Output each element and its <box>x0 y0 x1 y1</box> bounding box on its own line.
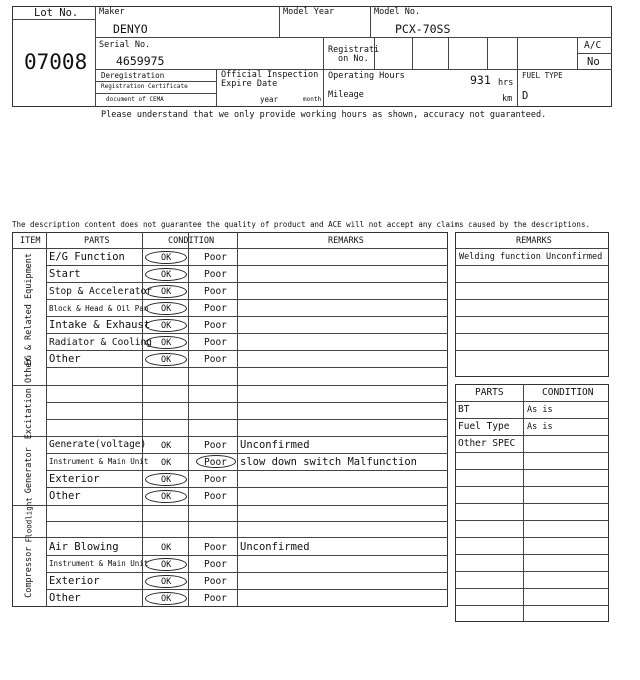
part-stop-accelerator: Stop & Accelerator <box>49 286 152 297</box>
ok-label: OK <box>161 492 172 502</box>
ac-value: No <box>587 56 600 68</box>
remark-air-blowing: Unconfirmed <box>240 541 310 553</box>
part-exterior-gen: Exterior <box>49 473 100 485</box>
col-item-header: ITEM <box>20 236 41 246</box>
remark-welding: Welding function Unconfirmed <box>459 252 603 262</box>
ok-label: OK <box>161 441 172 451</box>
group-generator-label: Generator <box>23 447 34 494</box>
month-label: month <box>303 96 322 103</box>
ok-label: OK <box>161 560 172 570</box>
inspection-label-2: Expire Date <box>221 79 278 89</box>
ok-label: OK <box>161 338 172 348</box>
poor-label: Poor <box>204 303 227 314</box>
poor-label: Poor <box>204 542 227 553</box>
condition-header: CONDITION <box>542 387 594 398</box>
model-year-label: Model Year <box>283 7 335 17</box>
ok-label: OK <box>161 458 172 468</box>
lot-number: 07008 <box>24 50 88 74</box>
poor-label: Poor <box>204 337 227 348</box>
col-condition-header: CONDITION <box>168 236 215 246</box>
year-label: year <box>260 95 279 104</box>
part-start: Start <box>49 268 81 280</box>
ok-label: OK <box>161 270 172 280</box>
col-remarks-header: REMARKS <box>328 236 364 246</box>
bt-condition: As is <box>527 405 553 415</box>
maker-label: Maker <box>99 7 125 17</box>
cema-label: document of CEMA <box>106 96 164 103</box>
part-other-gen: Other <box>49 490 81 502</box>
registration-label-2: on No. <box>338 54 369 64</box>
ok-label: OK <box>161 355 172 365</box>
poor-label: Poor <box>204 320 227 331</box>
part-instrument-main-comp: Instrument & Main Unit <box>49 559 149 568</box>
remark-generate: Unconfirmed <box>240 439 310 451</box>
registration-certificate-label: Registration Certificate <box>101 83 188 90</box>
poor-label: Poor <box>204 491 227 502</box>
group-floodlight-label: Floodlight <box>24 497 34 543</box>
ok-label: OK <box>161 475 172 485</box>
fuel-type-value: D <box>522 90 529 102</box>
ok-label: OK <box>161 304 172 314</box>
remark-instrument: slow down switch Malfunction <box>240 456 418 468</box>
group-eg-label: EG & Related Equipment <box>23 252 34 366</box>
ok-label: OK <box>161 594 172 604</box>
operating-hours-label: Operating Hours <box>328 71 405 81</box>
part-other-comp: Other <box>49 592 81 604</box>
ok-label: OK <box>161 321 172 331</box>
ok-label: OK <box>161 253 172 263</box>
poor-label: Poor <box>204 440 227 451</box>
disclaimer-text: The description content does not guarantee the quality of product and ACE will not accept any claims caused by the descriptions. <box>12 220 590 229</box>
group-compressor-label: Compressor <box>23 546 34 598</box>
poor-label: Poor <box>204 576 227 587</box>
hrs-label: hrs <box>498 78 514 88</box>
fuel-type-label: FUEL TYPE <box>522 71 563 80</box>
maker-value: DENYO <box>113 22 148 36</box>
ok-label: OK <box>161 287 172 297</box>
poor-label: Poor <box>204 593 227 604</box>
part-generate-voltage: Generate(voltage) <box>49 439 147 450</box>
part-eg-function: E/G Function <box>49 251 125 263</box>
ac-label: A/C <box>584 40 602 51</box>
poor-label: Poor <box>204 286 227 297</box>
part-exterior-comp: Exterior <box>49 575 100 587</box>
registration-label: Registrati <box>328 45 380 55</box>
mileage-label: Mileage <box>328 90 364 100</box>
part-radiator-cooling: Radiator & Cooling <box>49 337 152 348</box>
part-air-blowing: Air Blowing <box>49 541 119 553</box>
part-instrument-main: Instrument & Main Unit <box>49 457 149 466</box>
part-intake-exhaust: Intake & Exhaust <box>49 319 151 331</box>
group-excitation-label: Excitation Other <box>23 357 34 440</box>
model-no-label: Model No. <box>374 7 421 17</box>
remarks-title: REMARKS <box>516 236 552 246</box>
poor-label: Poor <box>204 354 227 365</box>
bt-label: BT <box>458 404 470 415</box>
part-block-head: Block & Head & Oil Pan <box>49 304 149 313</box>
lot-label: Lot No. <box>34 7 79 19</box>
poor-label: Poor <box>204 252 227 263</box>
serial-value: 4659975 <box>116 54 165 68</box>
deregistration-label: Deregistration <box>101 71 165 80</box>
km-label: km <box>502 94 513 104</box>
fuel-type-part: Fuel Type <box>458 421 510 432</box>
ok-label: OK <box>161 577 172 587</box>
notice-text: Please understand that we only provide working hours as shown, accuracy not guaranteed. <box>101 110 547 120</box>
model-no-value: PCX-70SS <box>395 22 451 36</box>
fuel-condition: As is <box>527 422 553 432</box>
inspection-label: Official Inspection <box>221 70 319 80</box>
col-parts-header: PARTS <box>84 236 110 246</box>
poor-label: Poor <box>204 457 227 468</box>
poor-label: Poor <box>204 269 227 280</box>
other-spec-label: Other SPEC <box>458 438 516 449</box>
poor-label: Poor <box>204 559 227 570</box>
ok-label: OK <box>161 543 172 553</box>
parts-header: PARTS <box>475 387 504 398</box>
poor-label: Poor <box>204 474 227 485</box>
operating-hours-value: 931 <box>470 73 491 87</box>
serial-label: Serial No. <box>99 40 151 50</box>
part-other-eg: Other <box>49 353 81 365</box>
